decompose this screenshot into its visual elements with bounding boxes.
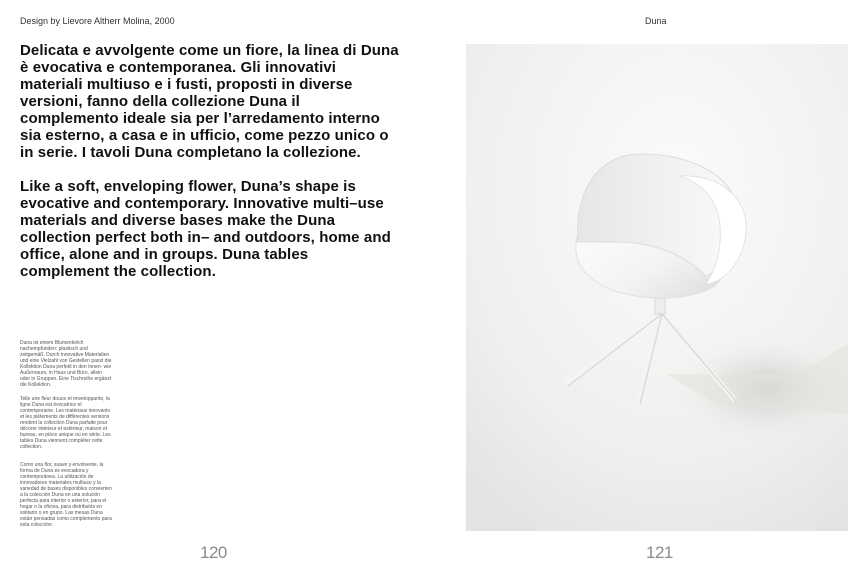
spanish-description: Como una flor, suave y envolvente, la forma de Duna es evocadora y contemporánea. La utilización de innovadores materiales multiuso y la variedad de bases disponibles convierten a la colección Duna en una solución perfecta para interior o exterior, para el hogar o la oficina, para distribuirla en solitario o en grupo. Las mesas Duna están pensadas como complemento para esta colección. (20, 462, 112, 528)
chair-illustration (466, 44, 848, 531)
german-description: Duna ist einem Blumenkelch nachempfunden: plastisch und zeitgemäß. Durch innovative Materialien und eine Vielzahl von Gestellen passt die Kollektion Duna perfekt in den Innen- wie Außenraum, in Haus und Büro, allein oder in Gruppen. Eine Tischreihe ergänzt die Kollektion. (20, 340, 112, 388)
intro-english-paragraph: Like a soft, enveloping flower, Duna’s shape is evocative and contemporary. Innovative multi–use materials and diverse bases make the Duna collection perfect both in– and outdoors, home and office, alone and in groups. Duna tables complement the collection. (20, 178, 391, 280)
intro-italian-paragraph: Delicata e avvolgente come un fiore, la linea di Duna è evocativa e contemporanea. Gli innovativi materiali multiuso e i fusti, proposti in diverse versioni, fanno della collezione Duna il complemento ideale sia per l’arredamento interno sia esterno, a casa e in ufficio, come pezzo unico o in serie. I tavoli Duna completano la collezione. (20, 42, 399, 161)
product-name-header: Duna (645, 16, 667, 26)
page-number-right: 121 (646, 543, 673, 562)
page-number-left: 120 (200, 543, 227, 562)
french-description: Telle une fleur douce et enveloppante, la ligne Duna est évocatrice et contemporaine. Les matériaux innovants et les piètements de différentes versions rendent la collection Duna parfaite pour décorer intérieur et extérieur, maison et bureau, en pièce unique ou en série. Les tables Duna viennent compléter cette collection. (20, 396, 111, 450)
white-armchair-photo (466, 44, 848, 531)
designer-credit-header: Design by Lievore Altherr Molina, 2000 (20, 16, 175, 26)
right-page (434, 0, 868, 578)
